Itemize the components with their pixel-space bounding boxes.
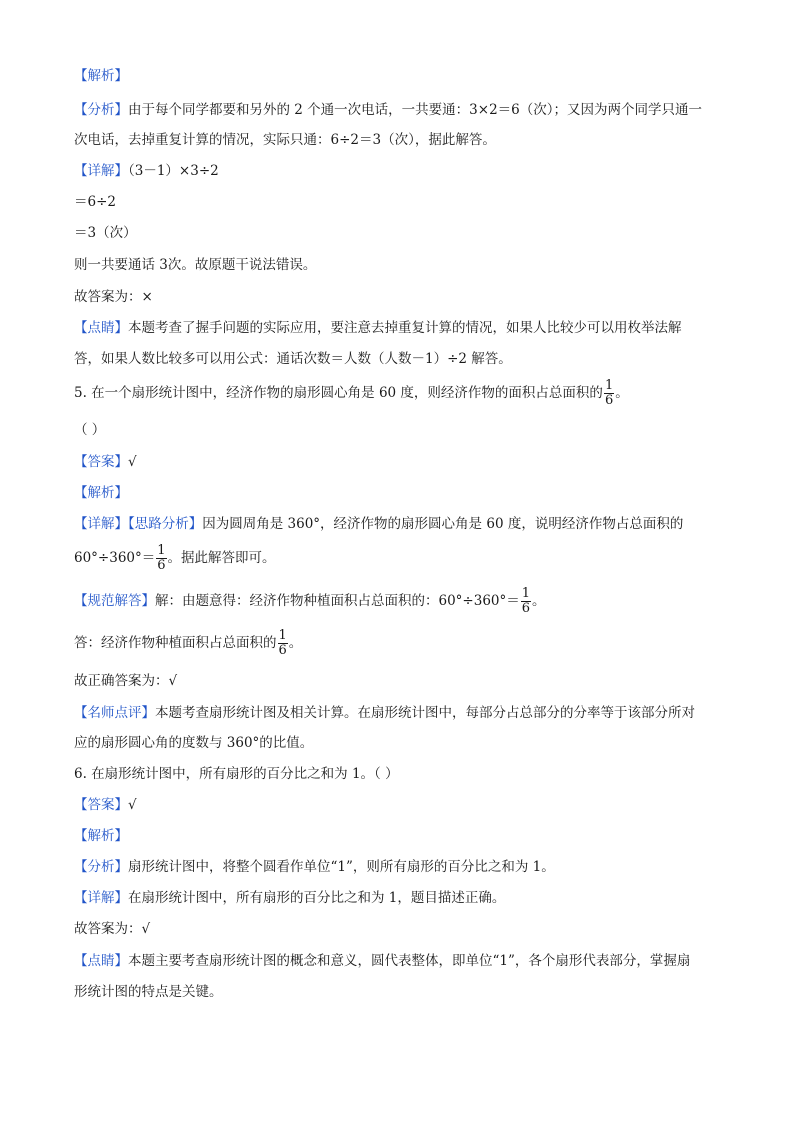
q5-answer-blank [74,420,734,440]
section-tag: 【答案】 [74,797,128,813]
q4-dianjing-line-1 [74,318,734,338]
section-tag: 【名师点评】 [74,705,155,721]
q4-xiangjie-line-3 [74,223,734,243]
paragraph-text: 形统计图的特点是关键。 [74,984,223,1000]
paragraph-text: 因为圆周角是 360°，经济作物的扇形圆心角是 60 度，说明经济作物占总面积的 [202,516,684,532]
q5-xiangjie-line-2: 60°÷360°＝ $\frac{1}{6}$ 。据此解答即可。 [74,543,276,573]
q6-dianjing-line-2 [74,982,734,1002]
paragraph-text: 则一共要通话 3次。故原题干说法错误。 [74,257,317,273]
q4-xiangjie-line-2 [74,192,734,212]
paragraph-text: 本题考查扇形统计图及相关计算。在扇形统计图中，每部分占总部分的分率等于该部分所对 [155,705,695,721]
q5-answer [74,452,734,472]
q6-answer [74,795,734,815]
section-tag: 【分析】 [74,102,128,118]
question-text: 5. 在一个扇形统计图中，经济作物的扇形圆心角是 60 度，则经济作物的面积占总面积的 [74,385,603,401]
q6-answer-line [74,919,734,939]
paragraph-text: 故答案为：× [74,289,153,305]
section-tag: 【规范解答】 [74,593,155,609]
q5-guifan: 【规范解答】解：由题意得：经济作物种植面积占总面积的：60°÷360°＝ $\frac{1}{6}$ 。 [74,586,546,616]
equation-text: （3－1）×3÷2 [128,163,219,179]
q4-analysis-heading [74,66,734,86]
answer-blank: （ ） [74,422,106,438]
q5-xiangjie-line-1 [74,514,734,534]
q4-fenxi-line-2 [74,130,734,150]
paragraph-text: 答：经济作物种植面积占总面积的 [74,635,277,651]
section-tag: 【解析】 [74,828,128,844]
q6-xiangjie [74,888,734,908]
answer-mark: √ [128,797,137,813]
q6-dianjing-line-1 [74,951,734,971]
q4-answer-line [74,287,734,307]
section-tag: 【答案】 [74,454,128,470]
paragraph-text: 解：由题意得：经济作物种植面积占总面积的：60°÷360°＝ [155,593,520,609]
q6-analysis-heading [74,826,734,846]
section-tag: 【详解】 [74,890,128,906]
fraction: $\frac{1}{6}$ [278,628,287,658]
paragraph-text: 答，如果人数比较多可以用公式：通话次数＝人数（人数－1）÷2 解答。 [74,351,512,367]
q5-mingshi-line-2 [74,733,734,753]
q4-fenxi-line-1 [74,100,734,120]
q5-question: 5. 在一个扇形统计图中，经济作物的扇形圆心角是 60 度，则经济作物的面积占总面积的 $\frac{1}{6}$ 。 [74,378,629,408]
fraction: $\frac{1}{6}$ [157,543,166,573]
paragraph-text: 本题考查了握手问题的实际应用，要注意去掉重复计算的情况，如果人比较少可以用枚举法解 [128,320,682,336]
fraction: $\frac{1}{6}$ [521,586,531,616]
q6-fenxi [74,857,734,877]
q5-analysis-heading [74,483,734,503]
q5-mingshi-line-1 [74,703,734,723]
paragraph-text: 故正确答案为：√ [74,673,178,689]
section-tag: 【解析】 [74,485,128,501]
equation-text: ＝3（次） [74,225,137,241]
paragraph-text: 次电话，去掉重复计算的情况，实际只通：6÷2＝3（次），据此解答。 [74,132,496,148]
equation-text: ＝6÷2 [74,194,116,210]
paragraph-text: 由于每个同学都要和另外的 2 个通一次电话，一共要通：3×2＝6（次）；又因为两个同学只通一 [128,102,702,118]
section-tag: 【解析】 [74,68,128,84]
section-tag: 【分析】 [74,859,128,875]
q4-dianjing-line-2 [74,349,734,369]
q4-conclusion [74,255,734,275]
answer-mark: √ [128,454,137,470]
question-text: 6. 在扇形统计图中，所有扇形的百分比之和为 1。（ ） [74,766,399,782]
section-tag: 【点睛】 [74,953,128,969]
fraction: $\frac{1}{6}$ [604,378,614,408]
section-tag: 【详解】【思路分析】 [74,516,203,532]
equation-text: 60°÷360°＝ [74,550,156,566]
section-tag: 【详解】 [74,163,128,179]
q6-question [74,764,734,784]
paragraph-text: 扇形统计图中，将整个圆看作单位“1”，则所有扇形的百分比之和为 1。 [128,859,555,875]
q5-correct-line [74,671,734,691]
q4-xiangjie-line-1 [74,161,734,181]
paragraph-text: 应的扇形圆心角的度数与 360°的比值。 [74,735,314,751]
paragraph-text: 故答案为：√ [74,921,151,937]
section-tag: 【点睛】 [74,320,128,336]
paragraph-text: 本题主要考查扇形统计图的概念和意义，圆代表整体，即单位“1”，各个扇形代表部分，掌握扇 [128,953,691,969]
paragraph-text: 在扇形统计图中，所有扇形的百分比之和为 1，题目描述正确。 [128,890,506,906]
q5-da: 答：经济作物种植面积占总面积的 $\frac{1}{6}$ 。 [74,628,303,658]
